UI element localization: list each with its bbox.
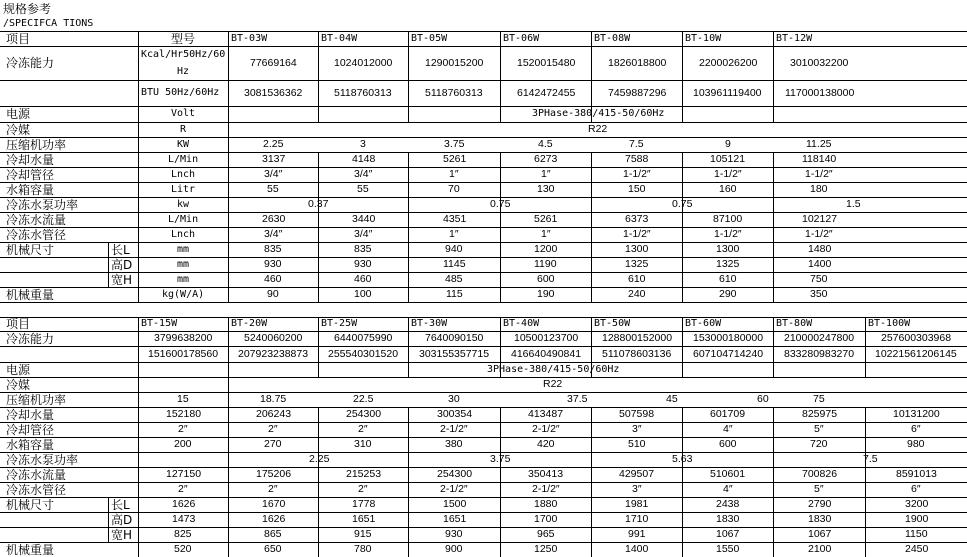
t2-model-BT-100W: BT-100W — [868, 318, 911, 329]
t2-chilled-pipe-2: 2″ — [358, 483, 368, 495]
t2-width-label: 宽H — [111, 528, 133, 542]
t2-cooling-flow-1: 206243 — [256, 408, 292, 420]
t1-cooling-flow-6: 118140 — [802, 153, 837, 165]
t2-width-7: 1067 — [808, 528, 832, 540]
t2-chilled-flow-4: 350413 — [528, 468, 564, 480]
t1-chilled-pipe-5: 1-1/2″ — [714, 228, 742, 240]
t1-chilled-flow-5: 87100 — [713, 213, 743, 225]
t2-kcal-1: 5240060200 — [244, 332, 303, 344]
t1-cooling-pipe-1: 3/4″ — [354, 168, 373, 180]
t2-height-6: 1830 — [716, 513, 740, 525]
t2-cooling-pipe-label: 冷却管径 — [6, 423, 55, 437]
t2-width-2: 915 — [354, 528, 372, 540]
t1-cooling-pipe-0: 3/4″ — [264, 168, 283, 180]
t2-width-0: 825 — [174, 528, 192, 540]
t1-chilled-pipe-label: 冷冻水管径 — [6, 228, 67, 242]
t1-compressor-2: 3.75 — [444, 138, 465, 150]
t1-chilled-flow-0: 2630 — [262, 213, 286, 225]
t1-model-BT-03W: BT-03W — [231, 33, 268, 44]
t1-cooling-flow-0: 3137 — [262, 153, 286, 165]
t1-btu-6: 117000138000 — [785, 87, 855, 99]
t1-refrigerant-label: 冷媒 — [6, 123, 31, 137]
t2-cooling-water-flow-label: 冷却水量 — [6, 408, 55, 422]
t2-cooling-pipe-8: 6″ — [911, 423, 921, 435]
t2-length-0: 1626 — [172, 498, 196, 510]
t2-btu-1: 207923238873 — [238, 348, 309, 360]
t1-cooling-water-flow-label: 冷却水量 — [6, 153, 55, 167]
t2-cooling-flow-8: 10131200 — [893, 408, 940, 420]
t2-btu-4: 416640490841 — [511, 348, 582, 360]
t2-pump-0: 2.25 — [309, 453, 330, 465]
t2-kcal-0: 3799638200 — [154, 332, 213, 344]
t2-kcal-7: 210000247800 — [784, 332, 855, 344]
t2-compressor-7: 75 — [813, 393, 825, 405]
t2-tank-capacity-label: 水箱容量 — [6, 438, 55, 452]
t2-length-5: 1981 — [625, 498, 649, 510]
t1-tank-4: 150 — [628, 183, 646, 195]
t1-length-5: 1300 — [716, 243, 740, 255]
t2-cooling-flow-2: 254300 — [346, 408, 382, 420]
t1-pump-1: 0.75 — [490, 198, 511, 210]
t2-btu-2: 255540301520 — [328, 348, 399, 360]
t1-compressor-4: 7.5 — [629, 138, 644, 150]
t2-weight-4: 1250 — [534, 543, 558, 555]
t2-btu-3: 303155357715 — [419, 348, 490, 360]
t1-unit-lnch: Lnch — [171, 169, 196, 180]
t1-btu-1: 5118760313 — [334, 87, 392, 99]
t1-cooling-pipe-4: 1-1/2″ — [623, 168, 651, 180]
t2-chilled-pipe-7: 5″ — [814, 483, 824, 495]
t2-cooling-flow-7: 825975 — [802, 408, 838, 420]
t2-chilled-pipe-5: 3″ — [632, 483, 642, 495]
t2-chilled-water-flow-label: 冷冻水流量 — [6, 468, 67, 482]
t2-cooling-flow-4: 413487 — [528, 408, 564, 420]
t2-kcal-3: 7640090150 — [425, 332, 484, 344]
t1-chilled-water-flow-label: 冷冻水流量 — [6, 213, 67, 227]
t1-model-label: 型号 — [171, 32, 196, 46]
t2-chilled-flow-3: 254300 — [437, 468, 473, 480]
t2-weight-label: 机械重量 — [6, 543, 55, 557]
t1-unit-pump: kw — [177, 199, 190, 210]
t2-chilled-pipe-3: 2-1/2″ — [440, 483, 468, 495]
t2-height-4: 1700 — [534, 513, 558, 525]
page-subtitle: /SPECIFCA TIONS — [3, 18, 94, 29]
t2-cooling-capacity-label: 冷冻能力 — [6, 332, 55, 346]
t2-chilled-flow-1: 175206 — [256, 468, 292, 480]
t1-width-4: 610 — [628, 273, 646, 285]
t2-model-BT-50W: BT-50W — [594, 318, 631, 329]
t2-length-2: 1778 — [352, 498, 376, 510]
t1-btu-2: 5118760313 — [425, 87, 483, 99]
t1-chilled-pipe-0: 3/4″ — [264, 228, 283, 240]
t1-btu-0: 3081536362 — [244, 87, 303, 99]
t1-height-3: 1190 — [534, 258, 557, 270]
t1-model-BT-06W: BT-06W — [503, 33, 540, 44]
t2-model-BT-30W: BT-30W — [411, 318, 448, 329]
t1-tank-1: 55 — [357, 183, 369, 195]
t2-item-label: 项目 — [6, 317, 31, 331]
t2-compressor-5: 45 — [666, 393, 678, 405]
t2-chilled-pipe-1: 2″ — [268, 483, 278, 495]
t2-length-8: 3200 — [905, 498, 929, 510]
t1-chilled-flow-6: 102127 — [802, 213, 838, 225]
t2-model-BT-25W: BT-25W — [321, 318, 358, 329]
t1-compressor-power-label: 压缩机功率 — [6, 138, 67, 152]
t1-chilled-flow-3: 5261 — [534, 213, 558, 225]
t1-refrigerant: R22 — [588, 123, 608, 135]
t2-weight-1: 650 — [264, 543, 282, 555]
t1-height-4: 1325 — [625, 258, 649, 270]
t2-chilled-flow-2: 215253 — [346, 468, 382, 480]
t2-cooling-flow-5: 507598 — [619, 408, 655, 420]
t1-height-1: 930 — [354, 258, 372, 270]
t2-power-supply: 3PHase-380/415-50/60Hz — [487, 364, 620, 375]
t1-unit-mm-w: mm — [177, 274, 190, 285]
t2-cooling-pipe-4: 2-1/2″ — [532, 423, 560, 435]
t1-kcal-6: 3010032200 — [790, 57, 849, 69]
t1-dimensions-label: 机械尺寸 — [6, 243, 55, 257]
t2-pump-3: 7.5 — [863, 453, 878, 465]
t1-unit-lnch2: Lnch — [171, 229, 196, 240]
t1-width-3: 600 — [537, 273, 555, 285]
t2-model-BT-60W: BT-60W — [685, 318, 722, 329]
t1-unit-mm-l: mm — [177, 244, 190, 255]
t2-width-8: 1150 — [905, 528, 928, 540]
t1-tank-capacity-label: 水箱容量 — [6, 183, 55, 197]
t2-kcal-6: 153000180000 — [693, 332, 764, 344]
t1-width-1: 460 — [354, 273, 372, 285]
t2-width-1: 865 — [264, 528, 282, 540]
t1-kcal-5: 2200026200 — [699, 57, 758, 69]
t2-tank-3: 380 — [445, 438, 463, 450]
t1-model-BT-05W: BT-05W — [411, 33, 448, 44]
t2-length-3: 1500 — [443, 498, 467, 510]
t1-pump-2: 0.75 — [672, 198, 693, 210]
t2-compressor-0: 15 — [177, 393, 189, 405]
t1-chilled-flow-1: 3440 — [352, 213, 376, 225]
t2-btu-5: 511078603136 — [602, 348, 672, 360]
t1-kcal-3: 1520015480 — [517, 57, 576, 69]
t2-cooling-pipe-5: 3″ — [632, 423, 642, 435]
t1-unit-kcal-hz: Hz — [177, 66, 190, 77]
t2-kcal-5: 128800152000 — [602, 332, 673, 344]
t2-weight-0: 520 — [174, 543, 192, 555]
t2-chilled-pump-power-label: 冷冻水泵功率 — [6, 453, 79, 467]
t2-weight-5: 1400 — [625, 543, 649, 555]
t2-compressor-4: 37.5 — [567, 393, 588, 405]
t1-weight-2: 115 — [446, 288, 463, 300]
t1-chilled-pipe-6: 1-1/2″ — [805, 228, 833, 240]
t2-model-BT-15W: BT-15W — [141, 318, 178, 329]
t1-btu-5: 103961119400 — [693, 87, 762, 99]
t1-unit-volt: Volt — [171, 108, 196, 119]
t2-height-7: 1830 — [808, 513, 832, 525]
t2-chilled-flow-0: 127150 — [166, 468, 202, 480]
t2-cooling-pipe-3: 2-1/2″ — [440, 423, 468, 435]
t1-length-1: 835 — [354, 243, 372, 255]
t2-compressor-2: 22.5 — [353, 393, 374, 405]
t2-width-6: 1067 — [716, 528, 740, 540]
t1-cooling-pipe-2: 1″ — [449, 168, 459, 180]
t1-chilled-pipe-1: 3/4″ — [354, 228, 373, 240]
t1-height-2: 1145 — [443, 258, 466, 270]
t1-cooling-flow-3: 6273 — [534, 153, 558, 165]
t2-model-BT-80W: BT-80W — [776, 318, 813, 329]
t2-cooling-pipe-2: 2″ — [358, 423, 368, 435]
t1-tank-3: 130 — [537, 183, 555, 195]
t2-compressor-power-label: 压缩机功率 — [6, 393, 67, 407]
t1-length-3: 1200 — [534, 243, 558, 255]
t1-compressor-1: 3 — [360, 138, 366, 150]
t1-compressor-5: 9 — [725, 138, 731, 150]
t1-unit-lmin2: L/Min — [168, 214, 199, 225]
t1-cooling-pipe-6: 1-1/2″ — [805, 168, 833, 180]
t2-chilled-pipe-4: 2-1/2″ — [532, 483, 560, 495]
t2-chilled-pipe-8: 6″ — [911, 483, 921, 495]
t2-width-3: 930 — [445, 528, 463, 540]
t2-refrigerant-label: 冷媒 — [6, 378, 31, 392]
t2-btu-8: 10221561206145 — [875, 348, 957, 360]
t2-height-2: 1651 — [352, 513, 376, 525]
t2-tank-4: 420 — [537, 438, 555, 450]
t2-power-supply-label: 电源 — [6, 363, 31, 377]
t1-chilled-flow-2: 4351 — [443, 213, 467, 225]
t1-length-label: 长L — [111, 243, 130, 257]
t1-tank-6: 180 — [810, 183, 828, 195]
t1-weight-5: 290 — [719, 288, 737, 300]
t2-refrigerant: R22 — [543, 378, 563, 390]
t2-btu-6: 607104714240 — [693, 348, 764, 360]
t1-chilled-pump-power-label: 冷冻水泵功率 — [6, 198, 79, 212]
t1-unit-r: R — [180, 124, 187, 135]
t1-model-BT-08W: BT-08W — [594, 33, 631, 44]
t1-unit-kcal: Kcal/Hr50Hz/60 — [141, 49, 226, 60]
t1-weight-3: 190 — [537, 288, 555, 300]
t2-cooling-pipe-0: 2″ — [178, 423, 188, 435]
t2-cooling-flow-3: 300354 — [437, 408, 473, 420]
t2-weight-7: 2100 — [808, 543, 832, 555]
t2-model-BT-40W: BT-40W — [503, 318, 540, 329]
t1-chilled-flow-4: 6373 — [625, 213, 649, 225]
t1-width-2: 485 — [445, 273, 463, 285]
t2-chilled-pipe-label: 冷冻水管径 — [6, 483, 67, 497]
t1-compressor-3: 4.5 — [538, 138, 553, 150]
t1-cooling-flow-4: 7588 — [625, 153, 649, 165]
t1-chilled-pipe-4: 1-1/2″ — [623, 228, 651, 240]
t2-chilled-flow-7: 700826 — [802, 468, 838, 480]
t1-length-4: 1300 — [625, 243, 649, 255]
t1-cooling-pipe-5: 1-1/2″ — [714, 168, 742, 180]
t2-width-4: 965 — [537, 528, 555, 540]
t1-unit-btu: BTU 50Hz/60Hz — [141, 87, 220, 98]
t1-weight-0: 90 — [267, 288, 279, 300]
t1-height-0: 930 — [264, 258, 282, 270]
t1-kcal-2: 1290015200 — [425, 57, 484, 69]
t2-tank-0: 200 — [174, 438, 192, 450]
t2-tank-1: 270 — [264, 438, 282, 450]
t1-weight-label: 机械重量 — [6, 288, 55, 302]
t1-compressor-6: 11.25 — [806, 138, 832, 150]
t2-cooling-pipe-7: 5″ — [814, 423, 824, 435]
t2-cooling-flow-6: 601709 — [710, 408, 746, 420]
t1-item-label: 项目 — [6, 32, 31, 46]
t2-model-BT-20W: BT-20W — [231, 318, 268, 329]
t2-dimensions-label: 机械尺寸 — [6, 498, 55, 512]
t1-power-supply-label: 电源 — [6, 107, 31, 121]
t2-length-7: 2790 — [808, 498, 832, 510]
t1-model-BT-10W: BT-10W — [685, 33, 722, 44]
t1-cooling-capacity-label: 冷冻能力 — [6, 56, 55, 70]
t2-kcal-2: 6440075990 — [334, 332, 393, 344]
t2-length-1: 1670 — [262, 498, 286, 510]
t2-weight-3: 900 — [445, 543, 463, 555]
t1-kcal-4: 1826018800 — [608, 57, 667, 69]
t1-cooling-flow-2: 5261 — [443, 153, 467, 165]
t2-compressor-6: 60 — [757, 393, 769, 405]
t1-weight-1: 100 — [354, 288, 372, 300]
t1-tank-5: 160 — [719, 183, 737, 195]
t1-height-6: 1400 — [808, 258, 832, 270]
t1-kcal-0: 77669164 — [250, 57, 297, 69]
t1-chilled-pipe-2: 1″ — [449, 228, 459, 240]
t2-length-4: 1880 — [534, 498, 558, 510]
t1-width-6: 750 — [810, 273, 828, 285]
t2-tank-6: 600 — [719, 438, 737, 450]
t1-height-label: 高D — [111, 258, 133, 272]
t2-chilled-flow-8: 8591013 — [896, 468, 937, 480]
t1-width-0: 460 — [264, 273, 282, 285]
t1-model-BT-04W: BT-04W — [321, 33, 358, 44]
t1-pump-3: 1.5 — [846, 198, 861, 210]
t1-unit-kw: KW — [177, 139, 190, 150]
t2-kcal-4: 10500123700 — [514, 332, 579, 344]
t1-cooling-pipe-3: 1″ — [541, 168, 551, 180]
t1-kcal-1: 1024012000 — [334, 57, 393, 69]
t2-pump-2: 5.63 — [672, 453, 693, 465]
t2-height-3: 1651 — [443, 513, 467, 525]
t2-weight-8: 2450 — [905, 543, 929, 555]
t1-tank-2: 70 — [448, 183, 460, 195]
t1-unit-litr: Litr — [171, 184, 196, 195]
t2-width-5: 991 — [628, 528, 646, 540]
t2-height-0: 1473 — [172, 513, 196, 525]
t1-width-5: 610 — [719, 273, 737, 285]
t2-btu-0: 151600178560 — [148, 348, 219, 360]
t2-tank-8: 980 — [907, 438, 925, 450]
page-title: 规格参考 — [3, 2, 52, 16]
t1-width-label: 宽H — [111, 273, 133, 287]
t2-cooling-flow-0: 152180 — [166, 408, 202, 420]
t2-chilled-flow-6: 510601 — [710, 468, 746, 480]
t2-pump-1: 3.75 — [490, 453, 511, 465]
t1-weight-4: 240 — [628, 288, 646, 300]
t1-cooling-flow-5: 105121 — [710, 153, 746, 165]
t2-length-6: 2438 — [716, 498, 740, 510]
t1-weight-6: 350 — [810, 288, 828, 300]
t2-chilled-pipe-6: 4″ — [723, 483, 733, 495]
t2-weight-6: 1550 — [716, 543, 740, 555]
t1-model-BT-12W: BT-12W — [776, 33, 813, 44]
t1-unit-kg: kg(W/A) — [162, 289, 205, 300]
t2-weight-2: 780 — [354, 543, 372, 555]
t1-length-2: 940 — [445, 243, 463, 255]
t2-compressor-1: 18.75 — [260, 393, 287, 405]
t1-unit-lmin: L/Min — [168, 154, 199, 165]
t2-kcal-8: 257600303968 — [881, 332, 952, 344]
t1-length-0: 835 — [264, 243, 282, 255]
t2-compressor-3: 30 — [448, 393, 460, 405]
t1-cooling-flow-1: 4148 — [352, 153, 376, 165]
t2-tank-5: 510 — [628, 438, 646, 450]
t1-length-6: 1480 — [808, 243, 832, 255]
t1-btu-4: 7459887296 — [608, 87, 667, 99]
t1-cooling-pipe-label: 冷却管径 — [6, 168, 55, 182]
t1-compressor-0: 2.25 — [263, 138, 284, 150]
t1-btu-3: 6142472455 — [517, 87, 576, 99]
t1-chilled-pipe-3: 1″ — [541, 228, 551, 240]
t2-tank-7: 720 — [810, 438, 828, 450]
t2-cooling-pipe-6: 4″ — [723, 423, 733, 435]
t2-height-5: 1710 — [625, 513, 649, 525]
t2-height-8: 1900 — [905, 513, 929, 525]
t1-height-5: 1325 — [716, 258, 740, 270]
t2-length-label: 长L — [111, 498, 130, 512]
t2-height-label: 高D — [111, 513, 133, 527]
t1-pump-0: 0.37 — [308, 198, 329, 210]
t2-chilled-pipe-0: 2″ — [178, 483, 188, 495]
t1-power-supply: 3PHase-380/415-50/60Hz — [532, 108, 665, 119]
t2-chilled-flow-5: 429507 — [619, 468, 655, 480]
t2-btu-7: 833280983270 — [784, 348, 855, 360]
t2-tank-2: 310 — [354, 438, 372, 450]
t2-height-1: 1626 — [262, 513, 286, 525]
t1-unit-mm-h: mm — [177, 259, 190, 270]
t1-tank-0: 55 — [267, 183, 279, 195]
t2-cooling-pipe-1: 2″ — [268, 423, 278, 435]
